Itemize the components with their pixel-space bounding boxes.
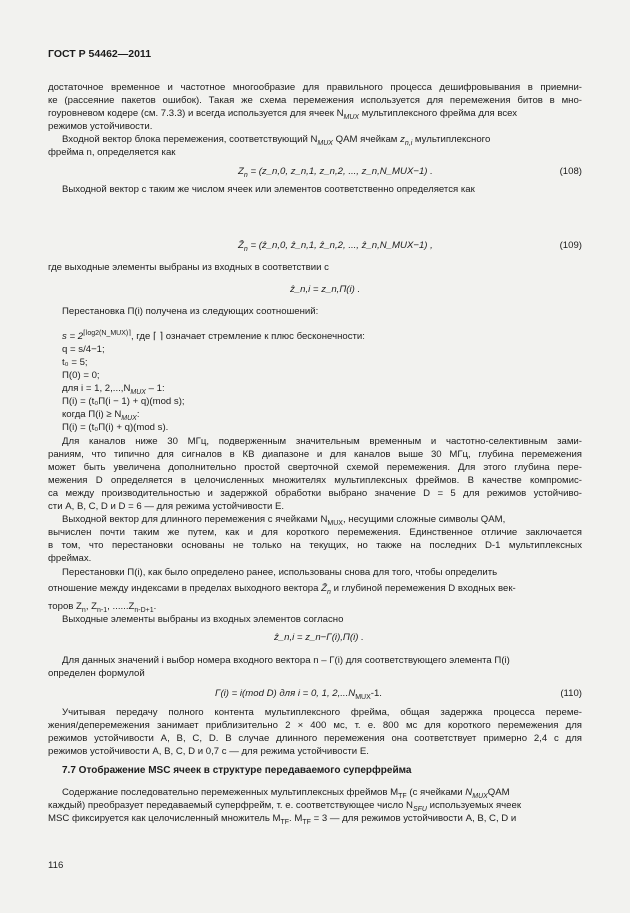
- text-line: Для данных значений i выбор номера входного вектора n – Γ(i) для соответствующего элемента Π(i): [62, 655, 510, 666]
- section-heading: 7.7 Отображение MSC ячеек в структуре передаваемого суперфрейма: [62, 765, 412, 776]
- text-line: сти A, B, C, D и D = 6 — для режима устойчивости E.: [48, 501, 285, 512]
- text-line: Входной вектор блока перемежения, соответствующий $N_{MUX}$ QAM ячейкам $z_{n,i}$ мультиплексного: [62, 134, 491, 147]
- text-line: MSC фиксируется как целочисленный множитель $M_{TF}$. $M_{TF} = 3$ — для режимов устойчивости A, B, C, D и: [48, 813, 517, 826]
- text-line: торов $Z_n$, $Z_{n-1}$, $......Z_{n-D+1}$.: [48, 601, 157, 614]
- text-line: Выходной вектор для длинного перемежения с ячейками $N_{MUX}$, несущими сложные символы QAM,: [62, 514, 506, 527]
- text-line: каждый) преобразует передаваемый суперфрейм, т. е. соответствующее число $N_{SFU}$ используемых ячеек: [48, 800, 522, 813]
- equation-number: (109): [559, 240, 582, 251]
- text-line: гоуровневом кодере (см. 7.3.3) и всегда используется для ячеек $N_{MUX}$ мультиплексного фрейма для всех: [48, 108, 518, 121]
- algo-line: t₀ = 5;: [62, 357, 88, 368]
- text-line: фреймах.: [48, 553, 92, 564]
- s-definition: $s = 2^{⌈log2(N\_MUX)⌉}$, где ⌈ ⌉ означает стремление к плюс бесконечности:: [62, 330, 365, 343]
- equation-mapping: ẑ_n,i = z_n,Π(i) .: [290, 284, 361, 295]
- text-line: Перестановки Π(i), как было определено ранее, использованы снова для того, чтобы определить: [62, 567, 498, 578]
- text-line: са между производительностью и задержкой обработки выбрано значение D = 5 для режимов устойчиво-: [48, 488, 582, 499]
- algo-line: q = s/4−1;: [62, 344, 105, 355]
- text-line: отношение между индексами в пределах выходного вектора Ẑ$_n$ и глубиной перемежения D входных век-: [48, 583, 516, 596]
- text-line: Перестановка Π(i) получена из следующих соотношений:: [62, 306, 319, 317]
- text-line: раниям, что типично для сигналов в КВ диапазоне и для каналов выше 30 МГц, глубина перемежения: [48, 449, 582, 460]
- text-line: Учитывая передачу полного контента мультиплексного фрейма, общая задержка процесса переме-: [62, 707, 582, 718]
- text-line: режимов устойчивости A, B, C, D и 0,7 с — для режима устойчивости E.: [48, 746, 369, 757]
- text-line: вычислен почти таким же путем, как и для короткого перемежения. Единственное отличие заключается: [48, 527, 582, 538]
- text-line: достаточное временное и частотное многообразие для правильного процесса дешифровывания в приемни-: [48, 82, 582, 93]
- text-line: ке (рассеяние пакетов ошибок). Такая же схема перемежения используется для перемежения битов в мно-: [48, 95, 582, 106]
- text-line: режимов устойчивости A, B, C, D. В случае длинного перемежения она соответствует примерно 2,4 с для: [48, 733, 582, 744]
- equation-number: (110): [560, 688, 582, 699]
- equation-109: Ẑ$_n$ = (ẑ_n,0, ẑ_n,1, ẑ_n,2, ..., ẑ_n,N_MUX−1) ,: [238, 240, 433, 253]
- text-line: в том, что перестановки основаны не только на текущих, но также на последних D-1 мультиплексных: [48, 540, 582, 551]
- algo-line: Π(0) = 0;: [62, 370, 100, 381]
- algo-line: Π(i) = (t₀Π(i) + q)(mod s).: [62, 422, 169, 433]
- text-line: межения D определяется в целочисленных множителях мультиплексных фреймов. В качестве компромис-: [48, 475, 582, 486]
- text-line: определен формулой: [48, 668, 145, 679]
- text-line: Для каналов ниже 30 МГц, подверженным значительным временным и частотно-селективным зами-: [62, 436, 582, 447]
- page-header: ГОСТ Р 54462—2011: [48, 48, 152, 60]
- text-line: может быть увеличена дополнительно простой сверточной схемой перемежения. Для этого глубина пере-: [48, 462, 582, 473]
- algo-line: Π(i) = (t₀Π(i − 1) + q)(mod s);: [62, 396, 185, 407]
- page-number: 116: [48, 860, 64, 871]
- text-line: Выходной вектор с таким же числом ячеек или элементов соответственно определяется как: [62, 184, 475, 195]
- text-line: Выходные элементы выбраны из входных элементов согласно: [62, 614, 344, 625]
- equation-number: (108): [559, 166, 582, 177]
- text-line: фрейма n, определяется как: [48, 147, 176, 158]
- equation-108: $Z_n$ = (z_n,0, z_n,1, z_n,2, ..., z_n,N_MUX−1) .: [238, 166, 433, 179]
- equation-long-interleave: ẑ_n,i = z_n−Γ(i),Π(i) .: [274, 632, 364, 643]
- text-line: где выходные элементы выбраны из входных в соответствии с: [48, 262, 329, 273]
- text-line: Содержание последовательно перемеженных мультиплексных фреймов $M_{TF}$ (с ячейками $N_{MUX}QAM$: [62, 787, 510, 800]
- algo-line: для i = 1, $2,...,N_{MUX} - 1$:: [62, 383, 165, 396]
- equation-110: Γ(i) = i(mod D) для i = 0, 1, $2,...N_{MUX}-1$.: [215, 688, 382, 701]
- text-line: режимов устойчивости.: [48, 121, 153, 132]
- text-line: жения/деперемежения занимает приблизительно 2 × 400 мс, т. е. 800 мс для короткого перемежения для: [48, 720, 582, 731]
- algo-line: когда $\Pi(i) \ge N_{MUX}$:: [62, 409, 140, 422]
